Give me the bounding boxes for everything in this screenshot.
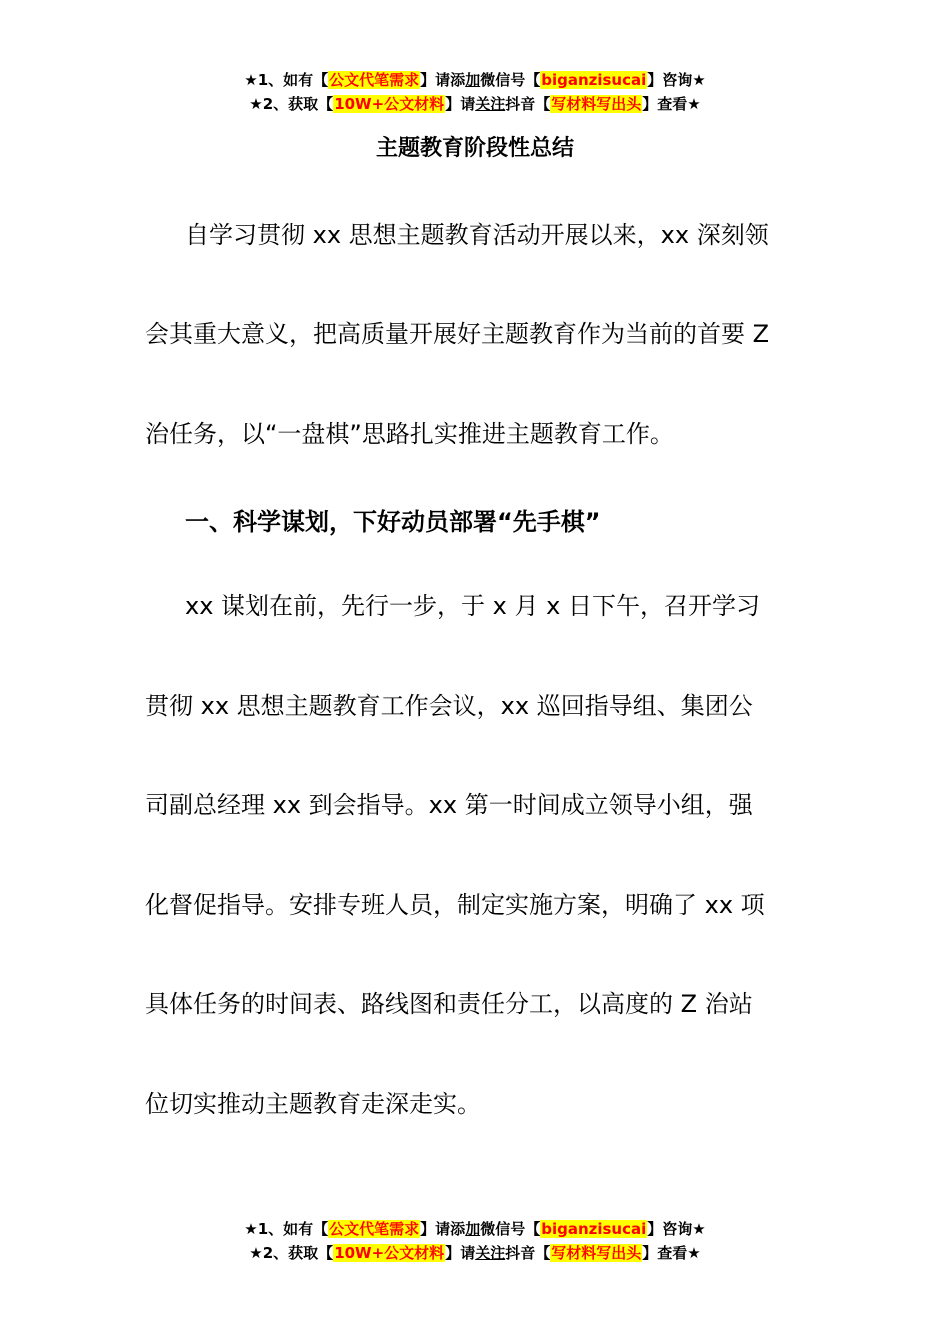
banner-line-1	[0, 68, 950, 92]
banner-underline: 关注	[475, 1244, 506, 1262]
top-banner	[0, 68, 950, 116]
banner-highlight: biganzisucai	[541, 71, 647, 89]
banner-text: 】查看★	[642, 95, 701, 113]
banner-highlight: 10W+公文材料	[334, 95, 445, 113]
banner-text: 】查看★	[642, 1244, 701, 1262]
banner-highlight: 写材料写出头	[551, 95, 642, 113]
paragraph-line: xx 谋划在前，先行一步，于 x 月 x 日下午，召开学习	[185, 592, 760, 620]
banner-line-1	[0, 1217, 950, 1241]
banner-highlight: 公文代笔需求	[329, 1220, 420, 1238]
banner-text: ★1、如有【	[244, 1220, 329, 1238]
paragraph-line: 具体任务的时间表、路线图和责任分工，以高度的 Z 治站	[145, 990, 753, 1018]
section-heading: 一、科学谋划，下好动员部署“先手棋”	[185, 508, 601, 536]
banner-text: 抖音【	[505, 95, 551, 113]
banner-text: ★2、获取【	[249, 1244, 334, 1262]
banner-line-2	[0, 1241, 950, 1265]
banner-underline: 加	[465, 71, 481, 89]
banner-highlight: 公文代笔需求	[329, 71, 420, 89]
paragraph-line: 会其重大意义，把高质量开展好主题教育作为当前的首要 Z	[145, 320, 770, 348]
paragraph-line: 位切实推动主题教育走深走实。	[145, 1090, 481, 1118]
banner-highlight: 写材料写出头	[551, 1244, 642, 1262]
banner-text: 】咨询★	[647, 71, 706, 89]
banner-underline: 关注	[475, 95, 506, 113]
banner-text: 抖音【	[505, 1244, 551, 1262]
bottom-banner	[0, 1217, 950, 1265]
banner-line-2	[0, 92, 950, 116]
banner-text: ★2、获取【	[249, 95, 334, 113]
banner-text: 】请	[445, 1244, 476, 1262]
banner-text: 】请	[445, 95, 476, 113]
paragraph-line: 化督促指导。安排专班人员，制定实施方案，明确了 xx 项	[145, 891, 765, 919]
paragraph-line: 自学习贯彻 xx 思想主题教育活动开展以来，xx 深刻领	[185, 221, 769, 249]
paragraph-line: 治任务，以“一盘棋”思路扎实推进主题教育工作。	[145, 420, 674, 448]
banner-text: 】咨询★	[647, 1220, 706, 1238]
banner-text: 】请添	[420, 1220, 466, 1238]
banner-underline: 加	[465, 1220, 481, 1238]
banner-highlight: 10W+公文材料	[334, 1244, 445, 1262]
banner-text: ★1、如有【	[244, 71, 329, 89]
banner-text: 微信号【	[480, 71, 541, 89]
paragraph-line: 司副总经理 xx 到会指导。xx 第一时间成立领导小组，强	[145, 791, 753, 819]
banner-text: 微信号【	[480, 1220, 541, 1238]
banner-highlight: biganzisucai	[541, 1220, 647, 1238]
page-title: 主题教育阶段性总结	[375, 136, 574, 161]
banner-text: 】请添	[420, 71, 466, 89]
paragraph-line: 贯彻 xx 思想主题教育工作会议，xx 巡回指导组、集团公	[145, 692, 753, 720]
